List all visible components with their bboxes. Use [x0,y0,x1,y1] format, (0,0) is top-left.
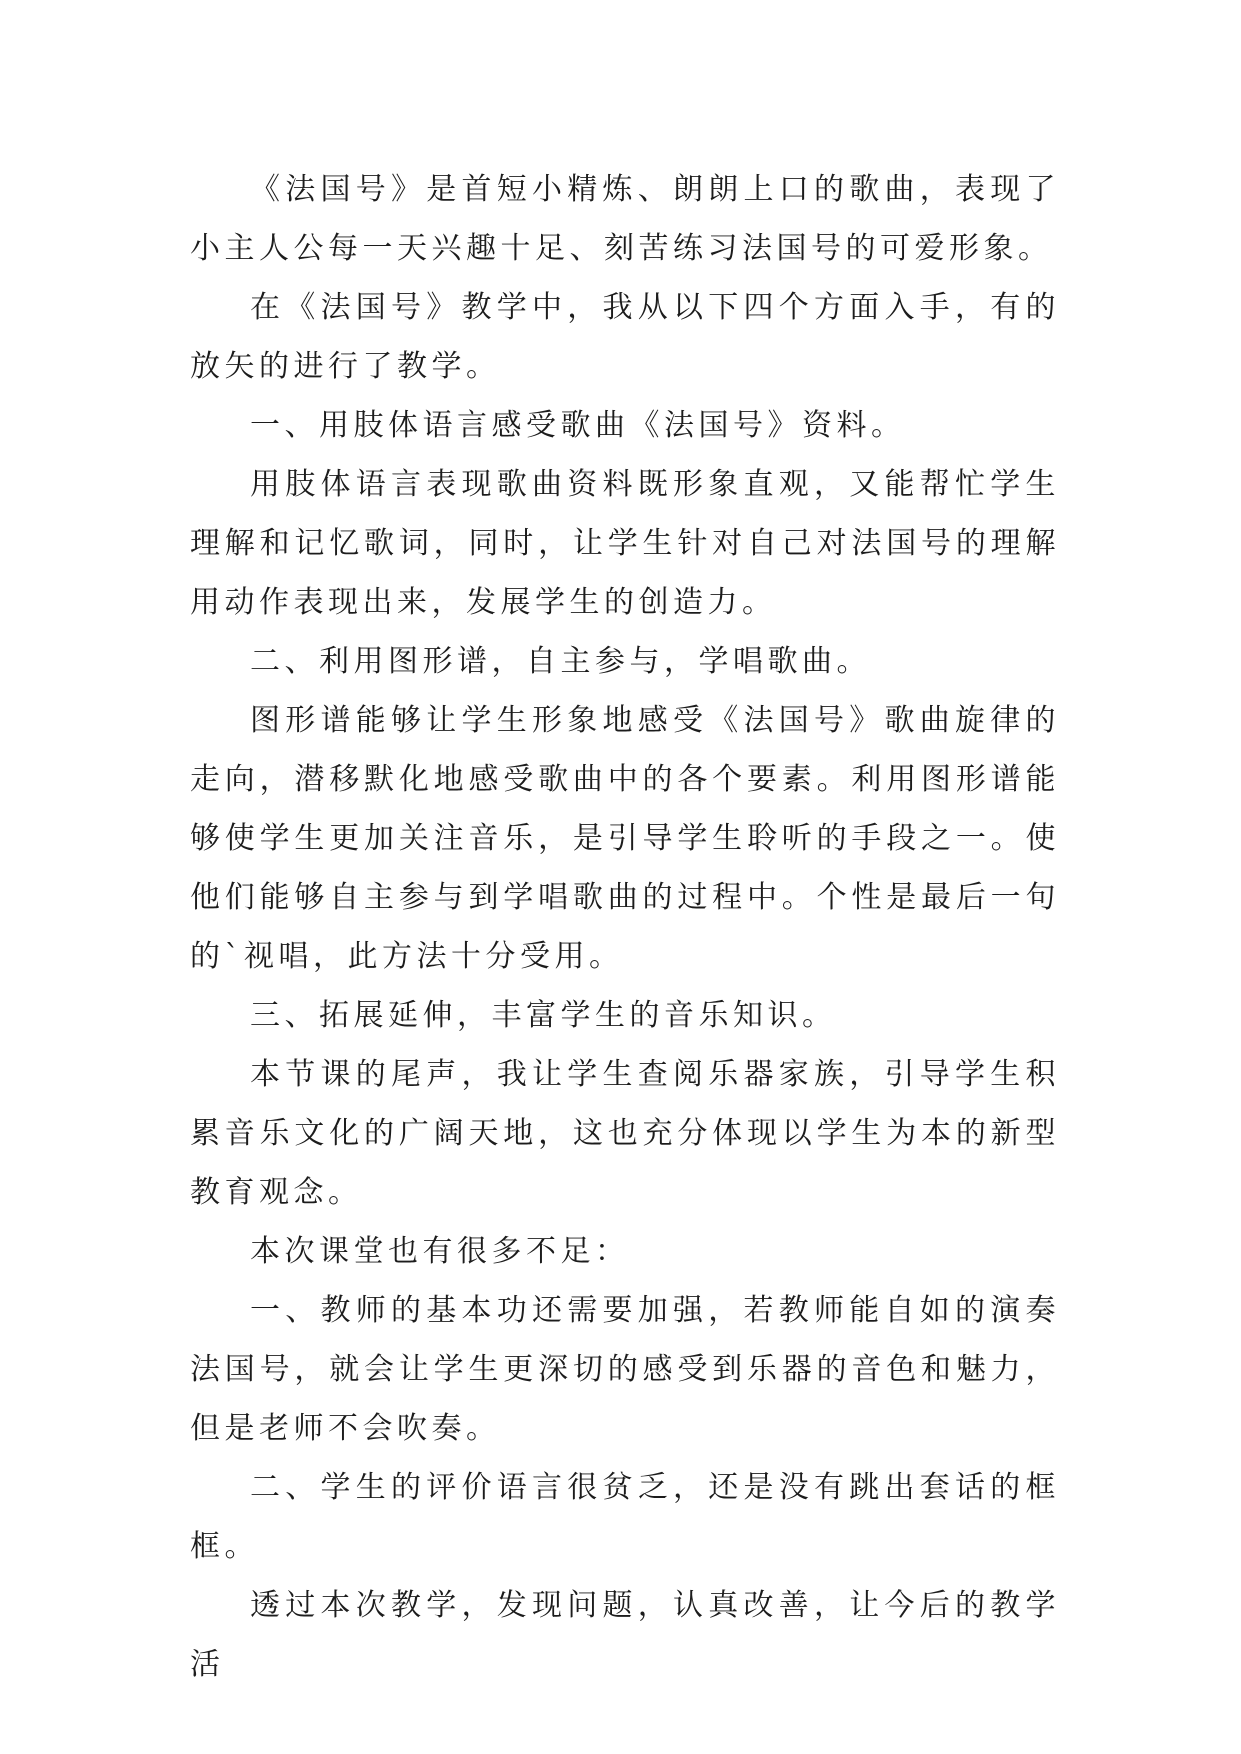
paragraph-point-three: 本节课的尾声，我让学生查阅乐器家族，引导学生积累音乐文化的广阔天地，这也充分体现以学生为本的新型教育观念。 [190,1057,1060,1210]
paragraph-shortcoming-one: 一、教师的基本功还需要加强，若教师能自如的演奏法国号，就会让学生更深切的感受到乐器的音色和魅力，但是老师不会吹奏。 [190,1293,1060,1446]
paragraph-intro: 《法国号》是首短小精炼、朗朗上口的歌曲，表现了小主人公每一天兴趣十足、刻苦练习法国号的可爱形象。 [190,172,1060,266]
paragraph-point-two: 图形谱能够让学生形象地感受《法国号》歌曲旋律的走向，潜移默化地感受歌曲中的各个要素。利用图形谱能够使学生更加关注音乐，是引导学生聆听的手段之一。使他们能够自主参与到学唱歌曲的过程中。个性是最后一句的`视唱，此方法十分受用。 [190,703,1060,974]
heading-point-two: 二、利用图形谱，自主参与，学唱歌曲。 [250,644,871,679]
paragraph-shortcomings: 本次课堂也有很多不足： [250,1234,630,1269]
heading-point-three: 三、拓展延伸，丰富学生的音乐知识。 [250,998,837,1033]
paragraph-shortcoming-two: 二、学生的评价语言很贫乏，还是没有跳出套话的框框。 [190,1470,1060,1564]
paragraph-approach: 在《法国号》教学中，我从以下四个方面入手，有的放矢的进行了教学。 [190,290,1060,384]
paragraph-point-one: 用肢体语言表现歌曲资料既形象直观，又能帮忙学生理解和记忆歌词，同时，让学生针对自己对法国号的理解用动作表现出来，发展学生的创造力。 [190,467,1060,620]
paragraph-conclusion: 透过本次教学，发现问题，认真改善，让今后的教学活 [190,1588,1060,1682]
heading-point-one: 一、用肢体语言感受歌曲《法国号》资料。 [250,408,906,443]
document-body [190,160,1060,1694]
